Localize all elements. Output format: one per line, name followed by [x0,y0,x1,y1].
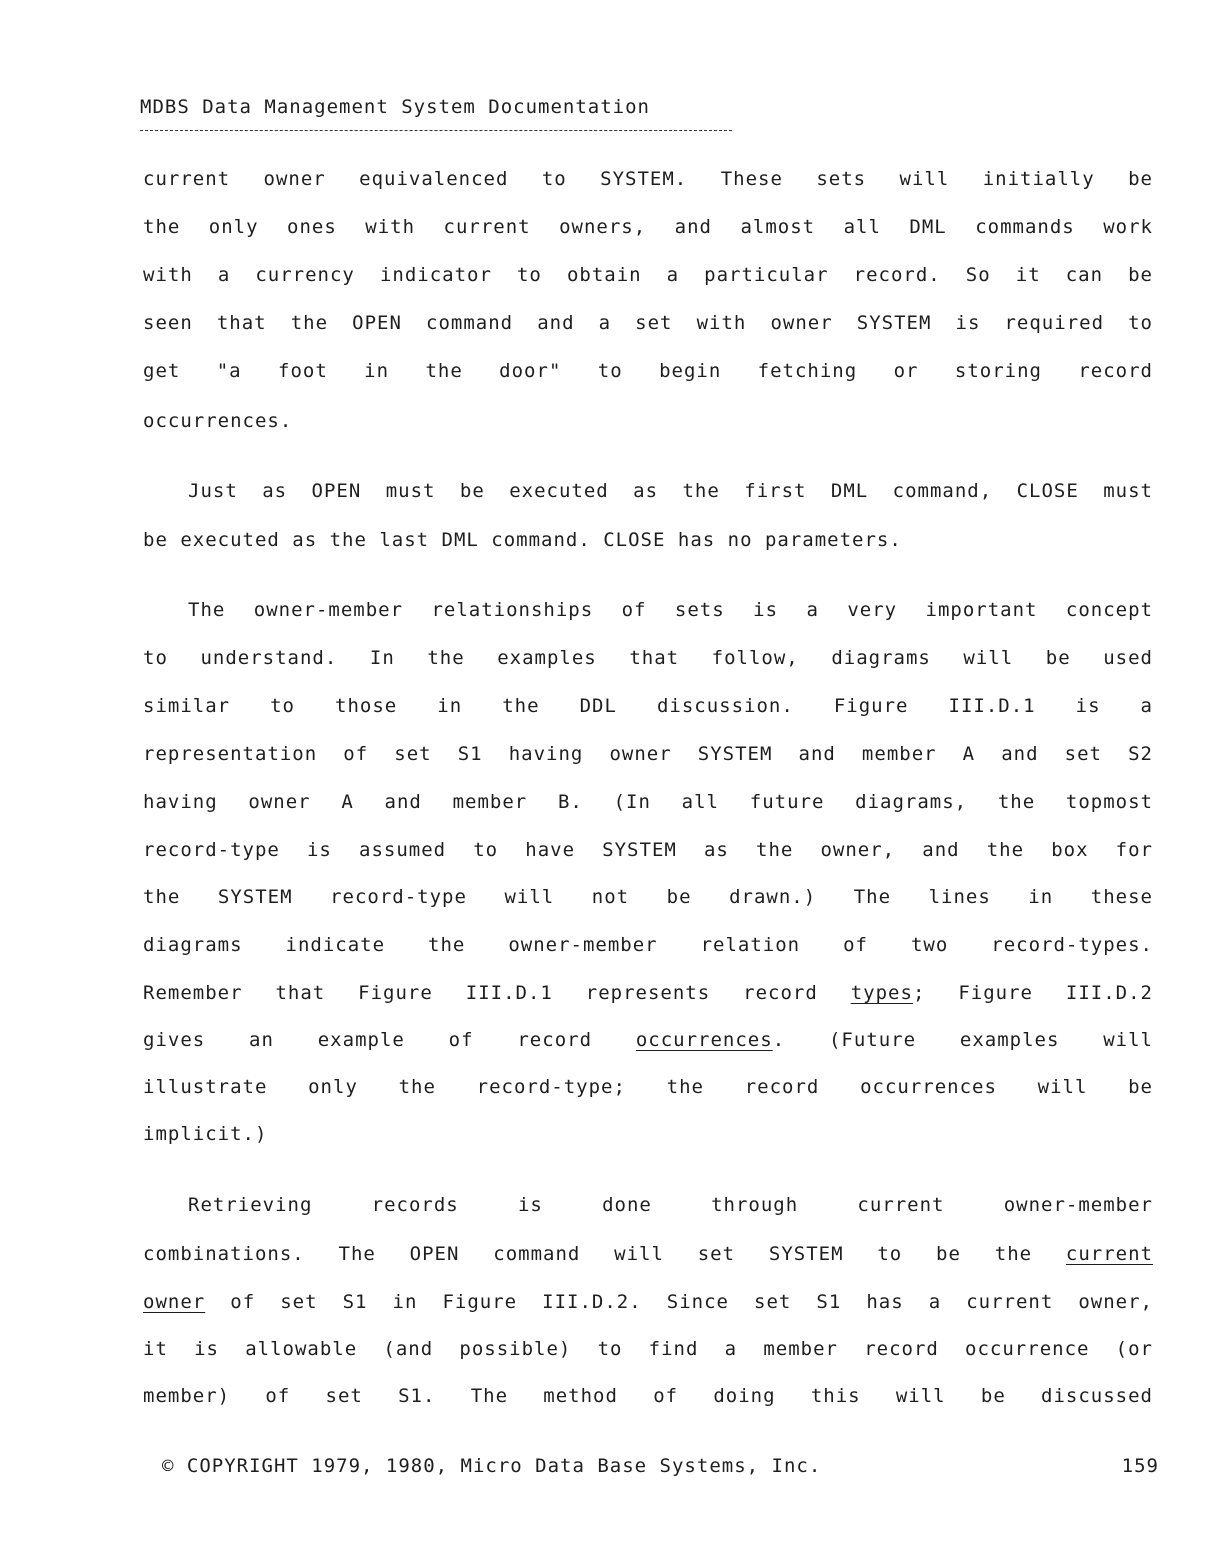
text-line: the SYSTEM record-type will not be drawn.) The lines in these [143,886,1153,908]
text-line: combinations. The OPEN command will set SYSTEM to be the current [143,1243,1153,1265]
text-line: to understand. In the examples that follow, diagrams will be used [143,647,1153,669]
text-line: member) of set S1. The method of doing this will be discussed [143,1385,1153,1407]
text-line: the only ones with current owners, and almost all DML commands work [143,216,1153,238]
header-rule [140,130,732,131]
text-line: occurrences. [143,410,293,432]
text-line: Remember that Figure III.D.1 represents record types; Figure III.D.2 [143,982,1153,1004]
underlined-term: occurrences [635,1029,773,1051]
text-line: Just as OPEN must be executed as the first DML command, CLOSE must [188,480,1153,502]
text-line: gives an example of record occurrences. (Future examples will [143,1029,1153,1051]
page-number: 159 [1121,1455,1159,1477]
text-line: The owner-member relationships of sets is a very important concept [188,599,1153,621]
text-line: get "a foot in the door" to begin fetching or storing record [143,360,1153,382]
text-line: similar to those in the DDL discussion. Figure III.D.1 is a [143,695,1153,717]
text-line: it is allowable (and possible) to find a member record occurrence (or [143,1338,1153,1360]
underlined-term: current [1065,1243,1153,1265]
text-line: having owner A and member B. (In all future diagrams, the topmost [143,791,1153,813]
text-line: be executed as the last DML command. CLOSE has no parameters. [143,529,902,551]
text-line: diagrams indicate the owner-member relation of two record-types. [143,934,1153,956]
text-line: implicit.) [143,1123,268,1145]
text-line: owner of set S1 in Figure III.D.2. Since set S1 has a current owner, [143,1291,1153,1313]
underlined-term: types [850,982,913,1004]
text-line: seen that the OPEN command and a set with owner SYSTEM is required to [143,312,1153,334]
text-line: current owner equivalenced to SYSTEM. These sets will initially be [143,168,1153,190]
copyright-notice: © COPYRIGHT 1979, 1980, Micro Data Base Systems, Inc. [162,1455,822,1477]
text-line: Retrieving records is done through current owner-member [188,1194,1153,1216]
text-line: record-type is assumed to have SYSTEM as the owner, and the box for [143,839,1153,861]
underlined-term: owner [143,1291,206,1313]
text-line: representation of set S1 having owner SYSTEM and member A and set S2 [143,743,1153,765]
text-line: with a currency indicator to obtain a particular record. So it can be [143,264,1153,286]
document-title: MDBS Data Management System Documentation [140,96,650,118]
text-line: illustrate only the record-type; the record occurrences will be [143,1076,1153,1098]
